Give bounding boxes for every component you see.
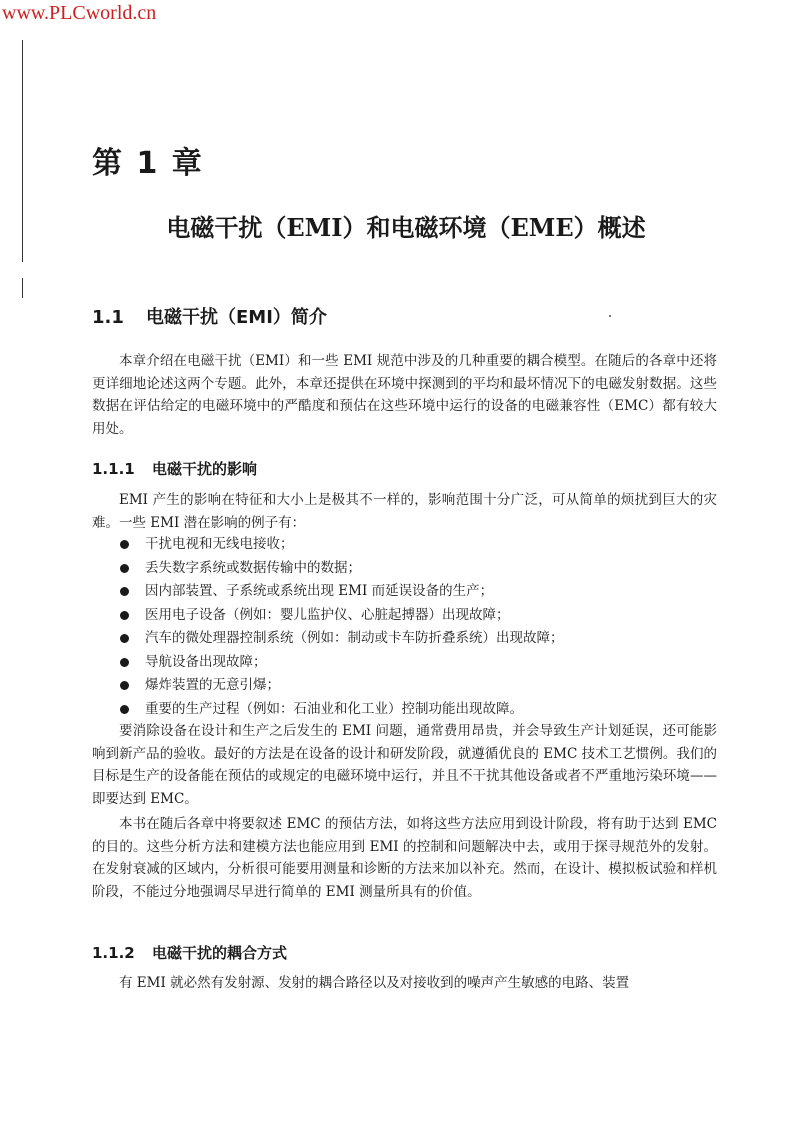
bullet-icon: [120, 587, 129, 596]
list-item: 医用电子设备（例如：婴儿监护仪、心脏起搏器）出现故障；: [120, 604, 564, 628]
section-title: 电磁干扰的影响: [152, 460, 258, 478]
list-item: 丢失数字系统或数据传输中的数据；: [120, 557, 564, 581]
scan-speck: [609, 315, 611, 317]
body-paragraph: 本书在随后各章中将要叙述 EMC 的预估方法，如将这些方法应用到设计阶段，将有助于达到 EMC 的目的。这些分析方法和建模方法也能应用到 EMI 的控制和问题解决中去，或用于探寻规范外的发射。在发射衰减的区域内，分析很可能要用测量和诊断的方法来加以补充。然而，在设计、模拟板试验和样机阶段，不能过分地强调尽早进行简单的 EMI 测量所具有的价值。: [92, 816, 717, 900]
section-number: 1.1.2: [92, 944, 135, 962]
section-title: 电磁干扰（EMI）简介: [146, 307, 327, 328]
bullet-icon: [120, 658, 129, 667]
margin-rule: [22, 278, 23, 298]
body-paragraph: EMI 产生的影响在特征和大小上是极其不一样的，影响范围十分广泛，可从简单的烦扰到巨大的灾难。一些 EMI 潜在影响的例子有：: [92, 492, 717, 531]
body-paragraph: 本章介绍在电磁干扰（EMI）和一些 EMI 规范中涉及的几种重要的耦合模型。在随后的各章中还将更详细地论述这两个专题。此外，本章还提供在环境中探测到的平均和最坏情况下的电磁发射数据。这些数据在评估给定的电磁环境中的严酷度和预估在这些环境中运行的设备的电磁兼容性（EMC）都有较大用处。: [92, 353, 717, 437]
body-paragraph: 有 EMI 就必然有发射源、发射的耦合路径以及对接收到的噪声产生敏感的电路、装置: [119, 975, 630, 991]
list-item: 导航设备出现故障；: [120, 651, 564, 675]
bullet-icon: [120, 681, 129, 690]
section-number: 1.1: [92, 307, 124, 328]
section-heading-1-1-1: [92, 458, 257, 479]
list-item: 因内部装置、子系统或系统出现 EMI 而延误设备的生产；: [120, 580, 564, 604]
bullet-icon: [120, 705, 129, 714]
section-heading-1-1-2: [92, 942, 287, 963]
chapter-title: 电磁干扰（EMI）和电磁环境（EME）概述: [166, 213, 646, 242]
list-item: 爆炸装置的无意引爆；: [120, 674, 564, 698]
section-heading-1-1: [92, 303, 327, 329]
watermark-url: www.PLCworld.cn: [2, 2, 157, 24]
section-number: 1.1.1: [92, 460, 135, 478]
bullet-icon: [120, 634, 129, 643]
list-item: 汽车的微处理器控制系统（例如：制动或卡车防折叠系统）出现故障；: [120, 627, 564, 651]
body-paragraph: 要消除设备在设计和生产之后发生的 EMI 问题，通常费用昂贵，并会导致生产计划延误，还可能影响到新产品的验收。最好的方法是在设备的设计和研发阶段，就遵循优良的 EMC 技术工艺惯例。我们的目标是生产的设备能在预估的或规定的电磁环境中运行，并且不干扰其他设备或者不严重地污染环境——即要达到 EMC。: [92, 723, 717, 807]
bullet-icon: [120, 540, 129, 549]
bullet-list: [120, 533, 564, 721]
bullet-icon: [120, 564, 129, 573]
list-item: 干扰电视和无线电接收；: [120, 533, 564, 557]
section-title: 电磁干扰的耦合方式: [152, 944, 288, 962]
list-item: 重要的生产过程（例如：石油业和化工业）控制功能出现故障。: [120, 698, 564, 722]
bullet-icon: [120, 611, 129, 620]
chapter-number: 第 1 章: [92, 146, 204, 181]
